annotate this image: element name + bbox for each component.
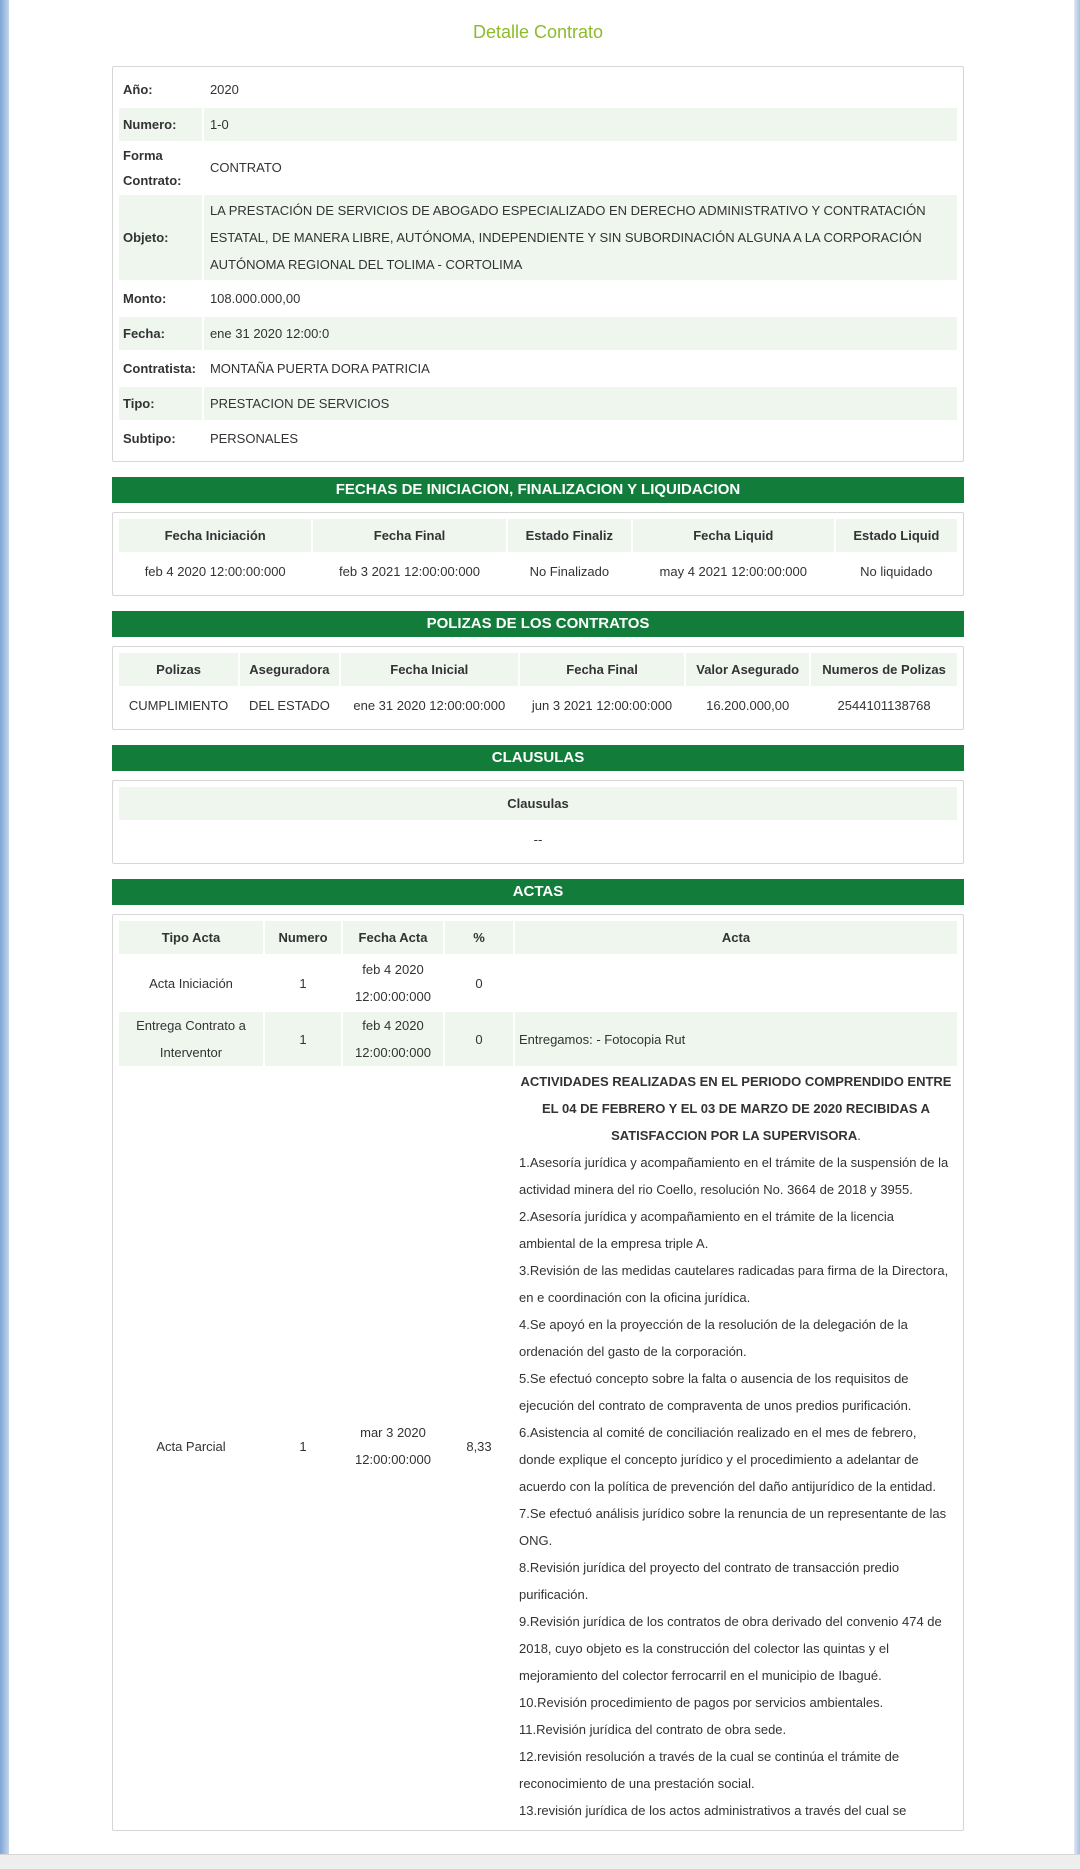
acta-heading	[519, 1068, 953, 1149]
detail-value: PERSONALES	[209, 430, 299, 446]
detail-row-monto	[119, 282, 957, 315]
table-cell: --	[533, 832, 543, 847]
column-header: Polizas	[119, 653, 238, 686]
detail-label: Año:	[123, 81, 153, 97]
table-cell: feb 4 2020 12:00:00:000	[144, 564, 286, 579]
table-cell: CUMPLIMIENTO	[128, 698, 229, 713]
column-header: Fecha Liquid	[633, 519, 834, 552]
table-cell: 16.200.000,00	[706, 698, 790, 713]
acta-item: 6.Asistencia al comité de conciliación realizado en el mes de febrero, donde explique el concepto jurídico y el procedimiento a adelantar de acuerdo con la política de prevención del daño antijurídico de la entidad.	[519, 1425, 937, 1494]
detail-value: 108.000.000,00	[209, 290, 301, 306]
acta-item: 3.Revisión de las medidas cautelares radicadas para firma de la Directora, en e coordinación con la oficina jurídica.	[519, 1263, 949, 1305]
section-header-polizas: POLIZAS DE LOS CONTRATOS	[112, 611, 964, 637]
clausulas-panel	[112, 780, 964, 864]
table-cell: feb 4 2020 12:00:00:000	[355, 962, 431, 1004]
detail-label: Tipo:	[119, 387, 202, 420]
section-header-actas: ACTAS	[112, 879, 964, 905]
detail-label: Subtipo:	[123, 430, 176, 446]
acta-item: 5.Se efectuó concepto sobre la falta o ausencia de los requisitos de ejecución del contrato de compraventa de unos predios purificación.	[519, 1371, 912, 1413]
contract-detail-table	[117, 71, 959, 457]
acta-item: 10.Revisión procedimiento de pagos por servicios ambientales.	[519, 1695, 884, 1710]
detail-label: Objeto:	[119, 195, 202, 280]
section-header-clausulas: CLAUSULAS	[112, 745, 964, 771]
acta-item: 8.Revisión jurídica del proyecto del contrato de transacción predio purificación.	[519, 1560, 900, 1602]
actas-table	[117, 919, 959, 1826]
acta-item: 13.revisión jurídica de los actos administrativos a través del cual se	[519, 1803, 907, 1818]
detail-value: ene 31 2020 12:00:0	[204, 317, 957, 350]
table-cell: mar 3 2020 12:00:00:000	[355, 1425, 431, 1467]
table-cell	[515, 956, 957, 1010]
column-header: Valor Asegurado	[686, 653, 809, 686]
table-cell: No liquidado	[860, 564, 933, 579]
column-header: Numero	[265, 921, 341, 954]
detail-row-objeto	[119, 195, 957, 280]
detail-value: MONTAÑA PUERTA DORA PATRICIA	[209, 360, 430, 376]
table-cell: 2544101138768	[837, 698, 931, 713]
detail-value: LA PRESTACIÓN DE SERVICIOS DE ABOGADO ESPECIALIZADO EN DERECHO ADMINISTRATIVO Y CONTRATACIÓN ESTATAL, DE MANERA LIBRE, AUTÓNOMA, INDEPENDIENTE Y SIN SUBORDINACIÓN ALGUNA A LA CORPORACIÓN AUTÓNOMA REGIONAL DEL TOLIMA - CORTOLIMA	[204, 195, 957, 280]
table-row	[119, 554, 957, 589]
detail-row-fecha	[119, 317, 957, 350]
table-header-row	[119, 921, 957, 954]
column-header: Fecha Iniciación	[119, 519, 311, 552]
detail-row-forma-contrato	[119, 143, 957, 193]
fechas-panel	[112, 512, 964, 596]
table-cell: jun 3 2021 12:00:00:000	[531, 698, 673, 713]
actas-panel	[112, 914, 964, 1831]
table-cell: No Finalizado	[529, 564, 610, 579]
polizas-panel	[112, 646, 964, 730]
acta-heading-text: ACTIVIDADES REALIZADAS EN EL PERIODO COMPRENDIDO ENTRE EL 04 DE FEBRERO Y EL 03 DE MARZO DE 2020 RECIBIDAS A SATISFACCION POR LA SUPERVISORA	[520, 1074, 952, 1143]
column-header: Fecha Inicial	[341, 653, 518, 686]
table-cell: 1	[265, 1012, 341, 1066]
table-cell: 8,33	[466, 1438, 492, 1454]
contract-detail-panel	[112, 66, 964, 462]
detail-value: 2020	[209, 81, 239, 97]
detail-value: CONTRATO	[209, 160, 282, 175]
table-row	[119, 688, 957, 723]
acta-item: 7.Se efectuó análisis jurídico sobre la renuncia de un representante de las ONG.	[519, 1506, 947, 1548]
column-header: Fecha Final	[313, 519, 505, 552]
column-header: Fecha Final	[520, 653, 684, 686]
detail-row-numero	[119, 108, 957, 141]
detail-label: Monto:	[123, 290, 167, 306]
table-cell: 1	[299, 975, 307, 991]
contract-detail-content	[112, 66, 964, 1831]
table-cell: DEL ESTADO	[248, 698, 330, 713]
detail-row-ano	[119, 73, 957, 106]
table-cell: Acta Parcial	[156, 1438, 226, 1454]
table-cell: 1	[299, 1438, 307, 1454]
section-header-fechas: FECHAS DE INICIACION, FINALIZACION Y LIQUIDACION	[112, 477, 964, 503]
column-header: Numeros de Polizas	[811, 653, 957, 686]
window-right-border	[1074, 0, 1080, 1869]
column-header: Aseguradora	[240, 653, 339, 686]
table-header-row	[119, 787, 957, 820]
table-cell: 0	[475, 975, 483, 991]
acta-item: 4.Se apoyó en la proyección de la resolución de la delegación de la ordenación del gasto de la corporación.	[519, 1317, 908, 1359]
acta-item: 2.Asesoría jurídica y acompañamiento en el trámite de la licencia ambiental de la empresa triple A.	[519, 1209, 895, 1251]
detail-row-contratista	[119, 352, 957, 385]
detail-label: Numero:	[119, 108, 202, 141]
table-row	[119, 1068, 957, 1824]
table-cell: feb 4 2020 12:00:00:000	[343, 1012, 443, 1066]
column-header: Estado Finaliz	[508, 519, 631, 552]
window-left-border	[0, 0, 9, 1869]
acta-item: 1.Asesoría jurídica y acompañamiento en el trámite de la suspensión de la actividad minera del rio Coello, resolución No. 3664 de 2018 y 3955.	[519, 1155, 949, 1197]
page-title: Detalle Contrato	[472, 22, 604, 42]
detail-row-tipo	[119, 387, 957, 420]
column-header: %	[445, 921, 513, 954]
window-bottom-edge	[0, 1854, 1080, 1869]
column-header: Clausulas	[119, 787, 957, 820]
detail-label: Contratista:	[123, 360, 196, 376]
table-cell: may 4 2021 12:00:00:000	[659, 564, 807, 579]
column-header: Fecha Acta	[343, 921, 443, 954]
acta-item: 9.Revisión jurídica de los contratos de obra derivado del convenio 474 de 2018, cuyo objeto es la construcción del colector las quintas y el mejoramiento del colector ferrocarril en el municipio de Ibagué.	[519, 1614, 942, 1683]
table-cell: Entrega Contrato a Interventor	[119, 1012, 263, 1066]
acta-description-cell	[515, 1068, 957, 1824]
table-cell: ene 31 2020 12:00:00:000	[353, 698, 506, 713]
table-cell: 0	[445, 1012, 513, 1066]
table-row	[119, 822, 957, 857]
table-cell: feb 3 2021 12:00:00:000	[339, 564, 481, 579]
column-header: Tipo Acta	[119, 921, 263, 954]
table-row	[119, 1012, 957, 1066]
detail-value: PRESTACION DE SERVICIOS	[204, 387, 957, 420]
table-cell: Acta Iniciación	[149, 975, 233, 991]
table-row	[119, 956, 957, 1010]
acta-item: 12.revisión resolución a través de la cual se continúa el trámite de reconocimiento de una prestación social.	[519, 1749, 900, 1791]
table-header-row	[119, 519, 957, 552]
table-cell: Entregamos: - Fotocopia Rut	[515, 1012, 957, 1066]
column-header: Estado Liquid	[836, 519, 957, 552]
detail-label: Fecha:	[119, 317, 202, 350]
table-header-row	[119, 653, 957, 686]
detail-label: Forma Contrato:	[123, 148, 182, 188]
acta-heading-end: .	[857, 1128, 861, 1143]
column-header: Acta	[515, 921, 957, 954]
detail-row-subtipo	[119, 422, 957, 455]
acta-item: 11.Revisión jurídica del contrato de obra sede.	[519, 1722, 787, 1737]
clausulas-table	[117, 785, 959, 859]
detail-value: 1-0	[204, 108, 957, 141]
polizas-table	[117, 651, 959, 725]
fechas-table	[117, 517, 959, 591]
